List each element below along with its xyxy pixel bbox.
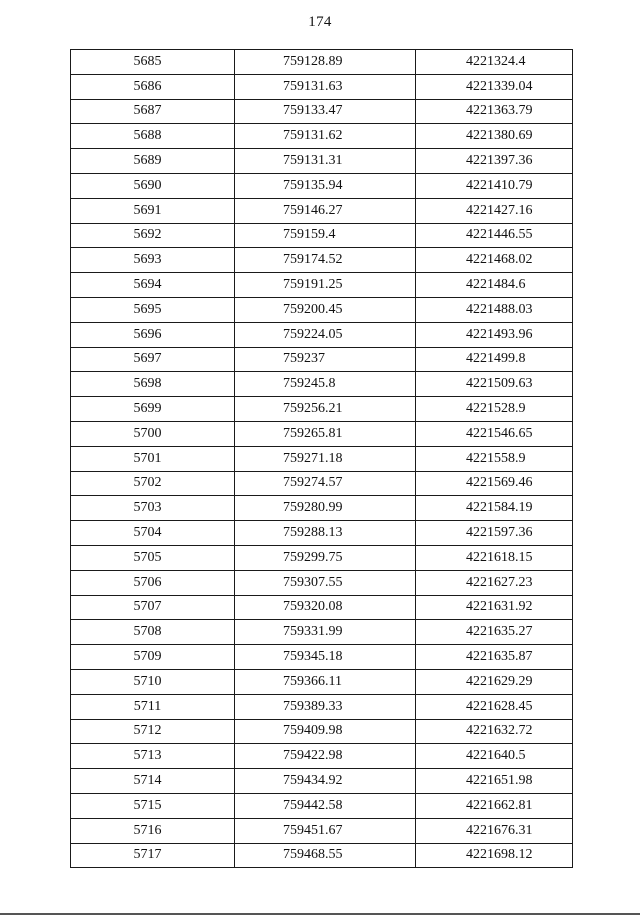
y-coordinate-cell: 4221662.81	[416, 793, 573, 818]
table-row	[71, 521, 573, 546]
table-row	[71, 843, 573, 868]
table-row	[71, 149, 573, 174]
point-number-cell: 5710	[71, 669, 235, 694]
x-coordinate-cell: 759389.33	[235, 694, 416, 719]
table-row	[71, 124, 573, 149]
y-coordinate-cell: 4221493.96	[416, 322, 573, 347]
point-number-cell: 5697	[71, 347, 235, 372]
y-coordinate-cell: 4221324.4	[416, 50, 573, 75]
table-row	[71, 496, 573, 521]
x-coordinate-cell: 759280.99	[235, 496, 416, 521]
x-coordinate-cell: 759434.92	[235, 769, 416, 794]
y-coordinate-cell: 4221631.92	[416, 595, 573, 620]
table-row	[71, 769, 573, 794]
y-coordinate-cell: 4221640.5	[416, 744, 573, 769]
table-row	[71, 471, 573, 496]
table-row	[71, 694, 573, 719]
x-coordinate-cell: 759224.05	[235, 322, 416, 347]
y-coordinate-cell: 4221569.46	[416, 471, 573, 496]
page-number: 174	[308, 14, 332, 30]
x-coordinate-cell: 759191.25	[235, 273, 416, 298]
y-coordinate-cell: 4221446.55	[416, 223, 573, 248]
x-coordinate-cell: 759131.63	[235, 74, 416, 99]
y-coordinate-cell: 4221558.9	[416, 446, 573, 471]
point-number-cell: 5703	[71, 496, 235, 521]
y-coordinate-cell: 4221629.29	[416, 669, 573, 694]
x-coordinate-cell: 759307.55	[235, 570, 416, 595]
y-coordinate-cell: 4221546.65	[416, 421, 573, 446]
x-coordinate-cell: 759159.4	[235, 223, 416, 248]
table-row	[71, 645, 573, 670]
bottom-rule	[0, 913, 640, 915]
table-row	[71, 248, 573, 273]
x-coordinate-cell: 759131.62	[235, 124, 416, 149]
y-coordinate-cell: 4221618.15	[416, 545, 573, 570]
table-row	[71, 446, 573, 471]
x-coordinate-cell: 759245.8	[235, 372, 416, 397]
table-row	[71, 74, 573, 99]
table-row	[71, 223, 573, 248]
table-row	[71, 347, 573, 372]
y-coordinate-cell: 4221597.36	[416, 521, 573, 546]
x-coordinate-cell: 759288.13	[235, 521, 416, 546]
coordinates-table-body	[71, 50, 573, 868]
point-number-cell: 5715	[71, 793, 235, 818]
x-coordinate-cell: 759200.45	[235, 297, 416, 322]
coordinates-table	[70, 49, 573, 868]
y-coordinate-cell: 4221584.19	[416, 496, 573, 521]
table-row	[71, 818, 573, 843]
table-row	[71, 173, 573, 198]
y-coordinate-cell: 4221627.23	[416, 570, 573, 595]
y-coordinate-cell: 4221651.98	[416, 769, 573, 794]
table-row	[71, 50, 573, 75]
point-number-cell: 5713	[71, 744, 235, 769]
x-coordinate-cell: 759274.57	[235, 471, 416, 496]
point-number-cell: 5687	[71, 99, 235, 124]
x-coordinate-cell: 759422.98	[235, 744, 416, 769]
table-row	[71, 99, 573, 124]
table-row	[71, 669, 573, 694]
point-number-cell: 5686	[71, 74, 235, 99]
y-coordinate-cell: 4221628.45	[416, 694, 573, 719]
point-number-cell: 5717	[71, 843, 235, 868]
point-number-cell: 5692	[71, 223, 235, 248]
table-row	[71, 793, 573, 818]
x-coordinate-cell: 759331.99	[235, 620, 416, 645]
table-row	[71, 421, 573, 446]
table-row	[71, 372, 573, 397]
x-coordinate-cell: 759366.11	[235, 669, 416, 694]
point-number-cell: 5696	[71, 322, 235, 347]
point-number-cell: 5699	[71, 397, 235, 422]
table-row	[71, 273, 573, 298]
y-coordinate-cell: 4221468.02	[416, 248, 573, 273]
point-number-cell: 5705	[71, 545, 235, 570]
point-number-cell: 5716	[71, 818, 235, 843]
point-number-cell: 5691	[71, 198, 235, 223]
point-number-cell: 5700	[71, 421, 235, 446]
x-coordinate-cell: 759256.21	[235, 397, 416, 422]
x-coordinate-cell: 759133.47	[235, 99, 416, 124]
table-row	[71, 595, 573, 620]
y-coordinate-cell: 4221339.04	[416, 74, 573, 99]
table-row	[71, 297, 573, 322]
table-row	[71, 397, 573, 422]
y-coordinate-cell: 4221397.36	[416, 149, 573, 174]
x-coordinate-cell: 759451.67	[235, 818, 416, 843]
x-coordinate-cell: 759409.98	[235, 719, 416, 744]
point-number-cell: 5704	[71, 521, 235, 546]
x-coordinate-cell: 759320.08	[235, 595, 416, 620]
x-coordinate-cell: 759131.31	[235, 149, 416, 174]
point-number-cell: 5707	[71, 595, 235, 620]
y-coordinate-cell: 4221499.8	[416, 347, 573, 372]
x-coordinate-cell: 759442.58	[235, 793, 416, 818]
y-coordinate-cell: 4221632.72	[416, 719, 573, 744]
x-coordinate-cell: 759135.94	[235, 173, 416, 198]
point-number-cell: 5706	[71, 570, 235, 595]
point-number-cell: 5701	[71, 446, 235, 471]
point-number-cell: 5702	[71, 471, 235, 496]
x-coordinate-cell: 759271.18	[235, 446, 416, 471]
x-coordinate-cell: 759345.18	[235, 645, 416, 670]
y-coordinate-cell: 4221484.6	[416, 273, 573, 298]
x-coordinate-cell: 759299.75	[235, 545, 416, 570]
table-row	[71, 719, 573, 744]
y-coordinate-cell: 4221488.03	[416, 297, 573, 322]
table-row	[71, 620, 573, 645]
point-number-cell: 5714	[71, 769, 235, 794]
x-coordinate-cell: 759128.89	[235, 50, 416, 75]
y-coordinate-cell: 4221635.87	[416, 645, 573, 670]
point-number-cell: 5709	[71, 645, 235, 670]
x-coordinate-cell: 759265.81	[235, 421, 416, 446]
x-coordinate-cell: 759146.27	[235, 198, 416, 223]
x-coordinate-cell: 759237	[235, 347, 416, 372]
point-number-cell: 5698	[71, 372, 235, 397]
x-coordinate-cell: 759468.55	[235, 843, 416, 868]
point-number-cell: 5694	[71, 273, 235, 298]
y-coordinate-cell: 4221676.31	[416, 818, 573, 843]
y-coordinate-cell: 4221363.79	[416, 99, 573, 124]
point-number-cell: 5693	[71, 248, 235, 273]
point-number-cell: 5712	[71, 719, 235, 744]
point-number-cell: 5688	[71, 124, 235, 149]
point-number-cell: 5708	[71, 620, 235, 645]
y-coordinate-cell: 4221380.69	[416, 124, 573, 149]
point-number-cell: 5690	[71, 173, 235, 198]
table-row	[71, 545, 573, 570]
table-row	[71, 322, 573, 347]
point-number-cell: 5689	[71, 149, 235, 174]
point-number-cell: 5711	[71, 694, 235, 719]
x-coordinate-cell: 759174.52	[235, 248, 416, 273]
table-row	[71, 570, 573, 595]
y-coordinate-cell: 4221528.9	[416, 397, 573, 422]
point-number-cell: 5685	[71, 50, 235, 75]
table-row	[71, 744, 573, 769]
table-row	[71, 198, 573, 223]
y-coordinate-cell: 4221410.79	[416, 173, 573, 198]
y-coordinate-cell: 4221509.63	[416, 372, 573, 397]
y-coordinate-cell: 4221635.27	[416, 620, 573, 645]
point-number-cell: 5695	[71, 297, 235, 322]
y-coordinate-cell: 4221427.16	[416, 198, 573, 223]
y-coordinate-cell: 4221698.12	[416, 843, 573, 868]
